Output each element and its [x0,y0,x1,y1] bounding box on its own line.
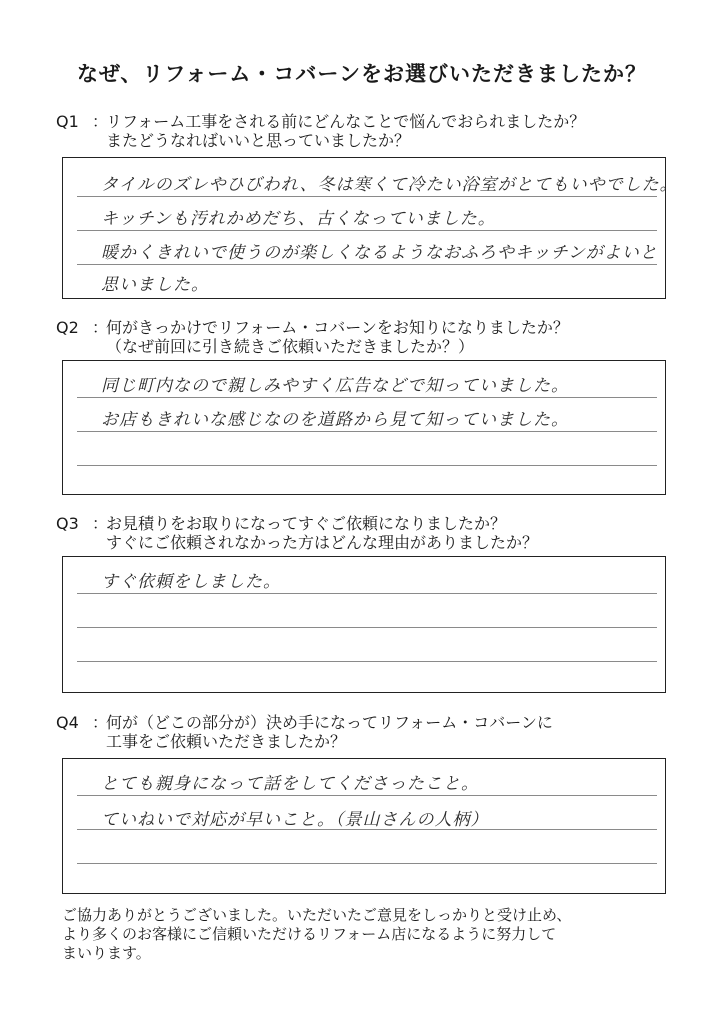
answer-box-2 [62,360,666,495]
answer-1-line-2: キッチンも汚れかめだち、古くなっていました。 [101,209,496,229]
ruled-line [77,863,657,864]
answer-1-line-4: 思いました。 [101,275,209,295]
question-4 [56,713,553,751]
closing-message-line1: ご協力ありがとうございました。いただいたご意見をしっかりと受け止め、 [62,906,572,924]
answer-3-line-1: すぐ依頼をしました。 [101,572,281,592]
answer-2-line-1: 同じ町内なので親しみやすく広告などで知っていました。 [101,376,569,396]
ruled-line [77,795,657,796]
ruled-line [77,661,657,662]
question-3-number: Q3 [56,514,79,533]
question-2-text-line1: 何がきっかけでリフォーム・コバーンをお知りになりましたか？ [106,318,569,337]
question-4-separator: ： [92,713,109,732]
ruled-line [77,627,657,628]
answer-box-4 [62,758,666,894]
question-1-text-line1: リフォーム工事をされる前にどんなことで悩んでおられましたか？ [106,112,586,131]
question-4-number: Q4 [56,713,79,732]
answer-box-1 [62,157,678,299]
closing-message-line3: まいります。 [62,944,151,962]
question-4-text-line1: 何が（どこの部分が）決め手になってリフォーム・コバーンに [106,713,553,732]
question-3 [56,514,538,552]
closing-message [62,906,682,963]
answer-1-line-3: 暖かくきれいで使うのが楽しくなるようなおふろやキッチンがよいと [101,243,658,263]
ruled-line [77,431,657,432]
question-4-text-line2: 工事をご依頼いただきましたか？ [106,732,347,751]
question-2-separator: ： [92,318,109,337]
ruled-line [77,593,657,594]
question-2 [56,318,569,356]
ruled-line [77,264,657,265]
question-3-text-line2: すぐにご依頼されなかった方はどんな理由がありましたか？ [106,533,539,552]
ruled-line [77,230,657,231]
answer-4-line-2: ていねいで対応が早いこと。（景山さんの人柄） [101,810,489,830]
closing-message-line2: より多くのお客様にご信頼いただけるリフォーム店になるように努力して [62,925,557,943]
question-1-number: Q1 [56,112,79,131]
answer-2-line-2: お店もきれいな感じなのを道路から見て知っていました。 [101,410,569,430]
answer-box-3 [62,556,666,693]
answer-1-line-1: タイルのズレやひびわれ、冬は寒くて冷たい浴室がとてもいやでした。 [101,175,678,195]
question-3-separator: ： [92,514,109,533]
ruled-line [77,465,657,466]
answer-4-line-1: とても親身になって話をしてくださったこと。 [101,774,479,794]
ruled-line [77,196,657,197]
question-2-number: Q2 [56,318,79,337]
question-3-text-line1: お見積りをお取りになってすぐご依頼になりましたか？ [106,514,507,533]
ruled-line [77,397,657,398]
question-2-text-line2: （なぜ前回に引き続きご依頼いただきましたか？） [106,337,475,356]
question-1 [56,112,585,150]
page-title: なぜ、リフォーム・コバーンをお選びいただきましたか？ [77,62,647,86]
question-1-separator: ： [92,112,109,131]
question-1-text-line2: またどうなればいいと思っていましたか？ [106,131,411,150]
